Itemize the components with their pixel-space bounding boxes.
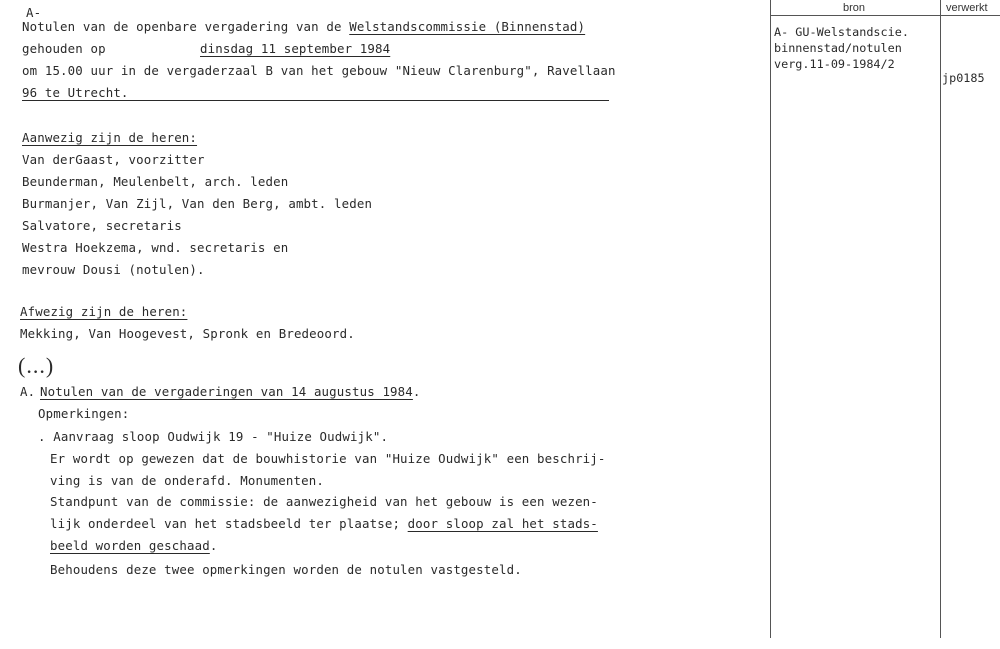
source-reference: binnenstad/notulen	[774, 41, 902, 55]
absent-line: Mekking, Van Hoogevest, Spronk en Bredeoord.	[20, 326, 355, 341]
column-divider-left	[770, 0, 771, 638]
meeting-date: dinsdag 11 september 1984	[200, 41, 391, 56]
omission-marker: (...)	[18, 353, 55, 378]
remark-bullet: . Aanvraag sloop Oudwijk 19 - "Huize Oudwijk".	[38, 429, 389, 444]
source-reference: A- GU-Welstandscie.	[774, 25, 909, 39]
section-a-title-end: .	[412, 384, 421, 399]
column-header-rule	[770, 15, 1000, 16]
section-marker: A-	[26, 5, 42, 20]
remark-body-text: lijk onderdeel van het stadsbeeld ter plaatse;	[50, 516, 408, 531]
remark-body: Standpunt van de commissie: de aanwezigheid van het gebouw is een wezen-	[50, 494, 598, 509]
column-header-verwerkt: verwerkt	[946, 2, 988, 14]
remark-body	[50, 538, 217, 554]
commission-name: Welstandscommissie (Binnenstad)	[349, 19, 586, 34]
remark-body	[50, 516, 598, 532]
present-line: Beunderman, Meulenbelt, arch. leden	[22, 174, 289, 189]
section-a-label: A.	[20, 384, 36, 399]
header-rule	[22, 100, 609, 101]
present-heading: Aanwezig zijn de heren:	[22, 130, 198, 145]
remark-emphasis: beeld worden geschaad	[50, 538, 210, 553]
title-line	[22, 19, 585, 35]
present-line: Westra Hoekzema, wnd. secretaris en	[22, 240, 289, 255]
present-line: Burmanjer, Van Zijl, Van den Berg, ambt. leden	[22, 196, 373, 211]
location-line-2: 96 te Utrecht.	[22, 85, 129, 100]
title-prefix: Notulen van de openbare vergadering van de	[22, 19, 350, 34]
column-header-bron: bron	[843, 2, 866, 14]
closing-line: Behoudens deze twee opmerkingen worden de notulen vastgesteld.	[50, 562, 522, 577]
processed-code: jp0185	[942, 71, 985, 85]
remark-emphasis: door sloop zal het stads-	[407, 516, 598, 531]
date-line-label: gehouden op	[22, 41, 106, 56]
present-line: Salvatore, secretaris	[22, 218, 182, 233]
present-line: mevrouw Dousi (notulen).	[22, 262, 205, 277]
remark-body: Er wordt op gewezen dat de bouwhistorie van "Huize Oudwijk" een beschrij-	[50, 451, 606, 466]
remark-body-end: .	[209, 538, 218, 553]
location-line: om 15.00 uur in de vergaderzaal B van het gebouw "Nieuw Clarenburg", Ravellaan	[22, 63, 616, 78]
absent-heading: Afwezig zijn de heren:	[20, 304, 188, 319]
section-a-title	[40, 384, 421, 400]
remark-body: ving is van de onderafd. Monumenten.	[50, 473, 324, 488]
section-a-title-text: Notulen van de vergaderingen van 14 augustus 1984	[40, 384, 413, 399]
source-reference: verg.11-09-1984/2	[774, 57, 895, 71]
remarks-label: Opmerkingen:	[38, 406, 130, 421]
present-line: Van derGaast, voorzitter	[22, 152, 205, 167]
column-divider-right	[940, 0, 941, 638]
